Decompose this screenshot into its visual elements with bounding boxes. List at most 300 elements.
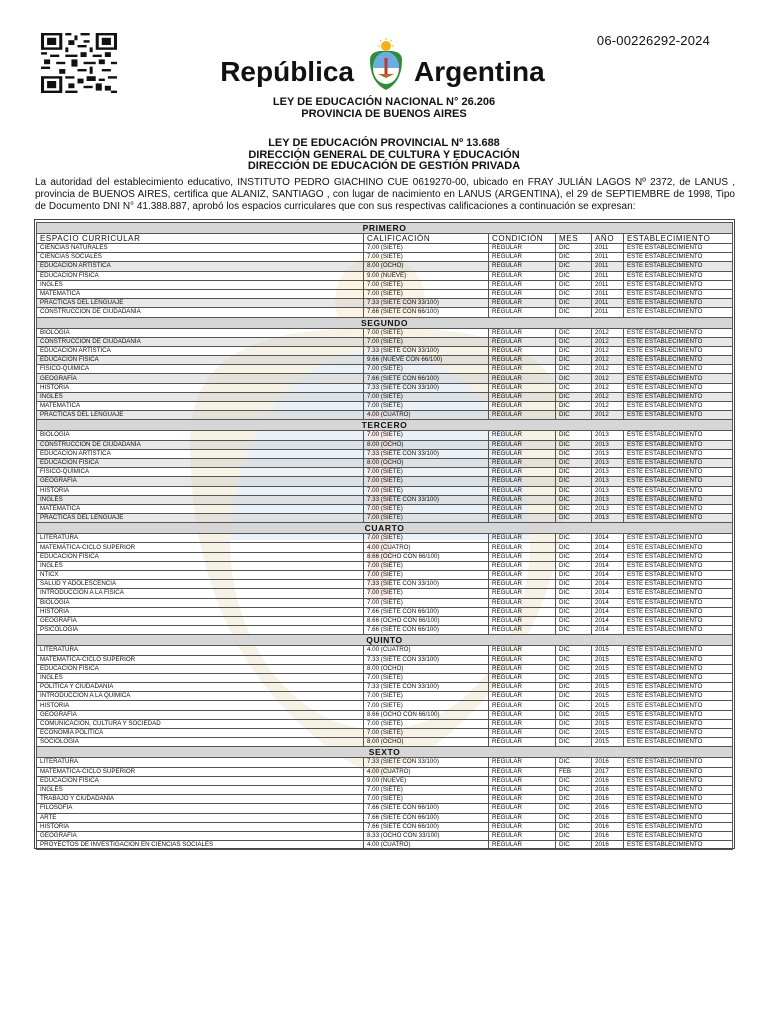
condition-cell: REGULAR [489,831,556,840]
provincia: PROVINCIA DE BUENOS AIRES [301,108,467,120]
institution-cell: ESTE ESTABLECIMIENTO [624,271,733,280]
table-row [37,719,733,728]
month-cell: DIC [556,785,592,794]
institution-cell: ESTE ESTABLECIMIENTO [624,244,733,253]
subject-cell: GEOGRAFÍA [37,710,364,719]
table-row [37,440,733,449]
table-row [37,328,733,337]
subject-cell: INGLÉS [37,561,364,570]
subject-cell: PSICOLOGÍA [37,626,364,635]
grade-cell: 7.00 (SIETE) [364,673,489,682]
table-row [37,729,733,738]
subject-cell: NTICX [37,571,364,580]
condition-cell: REGULAR [489,616,556,625]
condition-cell: REGULAR [489,289,556,298]
condition-cell: REGULAR [489,534,556,543]
institution-cell: ESTE ESTABLECIMIENTO [624,299,733,308]
month-cell: DIC [556,841,592,850]
year-cell: 2011 [592,271,624,280]
month-cell: DIC [556,701,592,710]
table-row [37,468,733,477]
month-cell: DIC [556,308,592,317]
year-cell: 2015 [592,710,624,719]
year-cell: 2015 [592,664,624,673]
table-row [37,449,733,458]
grade-cell: 7.00 (SIETE) [364,692,489,701]
column-header: ESTABLECIMIENTO [624,234,733,244]
grade-cell: 7.00 (SIETE) [364,431,489,440]
table-row [37,767,733,776]
grade-cell: 7.00 (SIETE) [364,719,489,728]
table-row [37,514,733,523]
section-header [37,317,733,328]
condition-cell: REGULAR [489,271,556,280]
grade-cell: 7.00 (SIETE) [364,795,489,804]
year-cell: 2013 [592,486,624,495]
year-cell: 2016 [592,813,624,822]
condition-cell: REGULAR [489,495,556,504]
month-cell: DIC [556,692,592,701]
month-cell: DIC [556,795,592,804]
institution-cell: ESTE ESTABLECIMIENTO [624,356,733,365]
certification-text: La autoridad del establecimiento educativo, INSTITUTO PEDRO GIACHINO CUE 0619270-00, ubicado en FRAY JULIÁN LAGOS Nº 2372, de LANUS , provincia de BUENOS AIRES, certifica que ALANIZ, SANTIAGO , con lugar de nacimiento en LANUS (ARGENTINA), el 29 de SEPTIEMBRE de 1998, Tipo de Documento DNI N° 41.388.887, aprobó los espacios curriculares que con sus respectivas calificaciones a continuación se expresan: [35,177,735,212]
grade-cell: 8.66 (OCHO CON 66/100) [364,552,489,561]
grade-cell: 7.00 (SIETE) [364,244,489,253]
month-cell: DIC [556,365,592,374]
condition-cell: REGULAR [489,374,556,383]
table-row [37,664,733,673]
institution-cell: ESTE ESTABLECIMIENTO [624,813,733,822]
grade-cell: 8.66 (OCHO CON 66/100) [364,616,489,625]
section-title: TERCERO [37,420,733,431]
month-cell: DIC [556,719,592,728]
condition-cell: REGULAR [489,607,556,616]
month-cell: FEB [556,767,592,776]
condition-cell: REGULAR [489,738,556,747]
institution-cell: ESTE ESTABLECIMIENTO [624,683,733,692]
condition-cell: REGULAR [489,692,556,701]
year-cell: 2012 [592,356,624,365]
month-cell: DIC [556,534,592,543]
year-cell: 2015 [592,692,624,701]
institution-cell: ESTE ESTABLECIMIENTO [624,495,733,504]
grade-cell: 7.00 (SIETE) [364,589,489,598]
month-cell: DIC [556,356,592,365]
institution-cell: ESTE ESTABLECIMIENTO [624,289,733,298]
grade-cell: 7.00 (SIETE) [364,561,489,570]
section-header [37,523,733,534]
section-title: CUARTO [37,523,733,534]
institution-cell: ESTE ESTABLECIMIENTO [624,729,733,738]
table-row [37,607,733,616]
condition-cell: REGULAR [489,729,556,738]
month-cell: DIC [556,449,592,458]
subject-cell: FILOSOFÍA [37,804,364,813]
year-cell: 2012 [592,328,624,337]
condition-cell: REGULAR [489,449,556,458]
institution-cell: ESTE ESTABLECIMIENTO [624,701,733,710]
institution-cell: ESTE ESTABLECIMIENTO [624,841,733,850]
subject-cell: INTRODUCCIÓN A LA FÍSICA [37,589,364,598]
subject-cell: BIOLOGÍA [37,328,364,337]
institution-cell: ESTE ESTABLECIMIENTO [624,486,733,495]
subject-cell: HISTORIA [37,383,364,392]
month-cell: DIC [556,561,592,570]
grade-cell: 4.00 (CUATRO) [364,646,489,655]
table-row [37,374,733,383]
subject-cell: BIOLOGÍA [37,598,364,607]
month-cell: DIC [556,673,592,682]
table-row [37,822,733,831]
table-row [37,411,733,420]
month-cell: DIC [556,626,592,635]
institution-cell: ESTE ESTABLECIMIENTO [624,440,733,449]
grade-cell: 7.00 (SIETE) [364,289,489,298]
grade-cell: 8.00 (OCHO) [364,440,489,449]
month-cell: DIC [556,253,592,262]
subject-cell: MATEMÁTICA-CICLO SUPERIOR [37,767,364,776]
month-cell: DIC [556,486,592,495]
year-cell: 2012 [592,402,624,411]
subject-cell: EDUCACIÓN FÍSICA [37,271,364,280]
grade-cell: 7.66 (SIETE CON 66/100) [364,308,489,317]
condition-cell: REGULAR [489,710,556,719]
month-cell: DIC [556,346,592,355]
section-header [37,223,733,234]
institution-cell: ESTE ESTABLECIMIENTO [624,308,733,317]
table-row [37,683,733,692]
section-title: SEXTO [37,747,733,758]
table-row [37,299,733,308]
condition-cell: REGULAR [489,822,556,831]
institution-cell: ESTE ESTABLECIMIENTO [624,738,733,747]
year-cell: 2011 [592,289,624,298]
subject-cell: MATEMÁTICA [37,402,364,411]
subject-cell: PROYECTOS DE INVESTIGACIÓN EN CIENCIAS SOCIALES [37,841,364,850]
grade-cell: 7.33 (SIETE CON 33/100) [364,655,489,664]
institution-cell: ESTE ESTABLECIMIENTO [624,392,733,401]
institution-cell: ESTE ESTABLECIMIENTO [624,616,733,625]
condition-cell: REGULAR [489,813,556,822]
condition-cell: REGULAR [489,356,556,365]
grade-cell: 7.00 (SIETE) [364,571,489,580]
table-row [37,486,733,495]
table-row [37,795,733,804]
grade-cell: 7.00 (SIETE) [364,253,489,262]
year-cell: 2011 [592,253,624,262]
institution-cell: ESTE ESTABLECIMIENTO [624,449,733,458]
table-row [37,458,733,467]
grade-cell: 9.66 (NUEVE CON 66/100) [364,356,489,365]
month-cell: DIC [556,383,592,392]
condition-cell: REGULAR [489,664,556,673]
subject-cell: LITERATURA [37,646,364,655]
condition-cell: REGULAR [489,328,556,337]
institution-cell: ESTE ESTABLECIMIENTO [624,365,733,374]
month-cell: DIC [556,289,592,298]
condition-cell: REGULAR [489,580,556,589]
table-row [37,262,733,271]
institution-cell: ESTE ESTABLECIMIENTO [624,673,733,682]
month-cell: DIC [556,543,592,552]
institution-cell: ESTE ESTABLECIMIENTO [624,534,733,543]
year-cell: 2011 [592,299,624,308]
institution-cell: ESTE ESTABLECIMIENTO [624,402,733,411]
grade-cell: 7.00 (SIETE) [364,328,489,337]
institution-cell: ESTE ESTABLECIMIENTO [624,767,733,776]
subject-cell: CONSTRUCCIÓN DE CIUDADANÍA [37,440,364,449]
condition-cell: REGULAR [489,383,556,392]
year-cell: 2013 [592,468,624,477]
table-row [37,758,733,767]
page-title [0,38,768,94]
year-cell: 2014 [592,571,624,580]
table-row [37,534,733,543]
table-row [37,280,733,289]
year-cell: 2011 [592,280,624,289]
condition-cell: REGULAR [489,253,556,262]
grade-cell: 7.66 (SIETE CON 66/100) [364,813,489,822]
coat-of-arms-icon [366,38,406,92]
condition-cell: REGULAR [489,841,556,850]
subject-cell: HISTORIA [37,701,364,710]
year-cell: 2016 [592,776,624,785]
month-cell: DIC [556,411,592,420]
condition-cell: REGULAR [489,346,556,355]
subject-cell: ARTE [37,813,364,822]
month-cell: DIC [556,458,592,467]
year-cell: 2014 [592,580,624,589]
grade-cell: 7.33 (SIETE CON 33/100) [364,346,489,355]
subject-cell: INGLÉS [37,280,364,289]
condition-cell: REGULAR [489,365,556,374]
year-cell: 2016 [592,822,624,831]
institution-cell: ESTE ESTABLECIMIENTO [624,571,733,580]
condition-cell: REGULAR [489,598,556,607]
table-row [37,776,733,785]
table-row [37,646,733,655]
year-cell: 2013 [592,431,624,440]
grade-cell: 7.33 (SIETE CON 33/100) [364,299,489,308]
institution-cell: ESTE ESTABLECIMIENTO [624,831,733,840]
grade-cell: 8.33 (OCHO CON 33/100) [364,831,489,840]
grade-cell: 7.00 (SIETE) [364,337,489,346]
subject-cell: EDUCACIÓN FÍSICA [37,356,364,365]
table-row [37,701,733,710]
condition-cell: REGULAR [489,719,556,728]
year-cell: 2013 [592,458,624,467]
institution-cell: ESTE ESTABLECIMIENTO [624,468,733,477]
grade-cell: 7.66 (SIETE CON 66/100) [364,626,489,635]
table-row [37,692,733,701]
condition-cell: REGULAR [489,776,556,785]
grade-cell: 7.00 (SIETE) [364,785,489,794]
month-cell: DIC [556,552,592,561]
month-cell: DIC [556,655,592,664]
year-cell: 2014 [592,552,624,561]
month-cell: DIC [556,664,592,673]
year-cell: 2012 [592,346,624,355]
condition-cell: REGULAR [489,280,556,289]
grade-cell: 7.33 (SIETE CON 33/100) [364,495,489,504]
subject-cell: BIOLOGÍA [37,431,364,440]
subject-cell: EDUCACIÓN ARTÍSTICA [37,262,364,271]
institution-cell: ESTE ESTABLECIMIENTO [624,655,733,664]
grade-cell: 8.66 (OCHO CON 66/100) [364,710,489,719]
year-cell: 2015 [592,683,624,692]
institution-cell: ESTE ESTABLECIMIENTO [624,431,733,440]
month-cell: DIC [556,580,592,589]
condition-cell: REGULAR [489,589,556,598]
month-cell: DIC [556,729,592,738]
subject-cell: INGLÉS [37,495,364,504]
table-row [37,738,733,747]
year-cell: 2016 [592,785,624,794]
table-row [37,552,733,561]
year-cell: 2016 [592,804,624,813]
year-cell: 2015 [592,738,624,747]
institution-cell: ESTE ESTABLECIMIENTO [624,822,733,831]
institution-cell: ESTE ESTABLECIMIENTO [624,795,733,804]
grade-cell: 7.33 (SIETE CON 33/100) [364,683,489,692]
table-row [37,813,733,822]
institution-cell: ESTE ESTABLECIMIENTO [624,253,733,262]
institution-cell: ESTE ESTABLECIMIENTO [624,804,733,813]
table-row [37,346,733,355]
year-cell: 2017 [592,767,624,776]
month-cell: DIC [556,468,592,477]
institution-cell: ESTE ESTABLECIMIENTO [624,561,733,570]
subject-cell: EDUCACIÓN FÍSICA [37,664,364,673]
subject-cell: EDUCACIÓN FÍSICA [37,552,364,561]
condition-cell: REGULAR [489,458,556,467]
table-row [37,504,733,513]
month-cell: DIC [556,710,592,719]
grade-cell: 4.00 (CUATRO) [364,767,489,776]
year-cell: 2011 [592,308,624,317]
table-row [37,626,733,635]
condition-cell: REGULAR [489,655,556,664]
grade-cell: 7.00 (SIETE) [364,486,489,495]
condition-cell: REGULAR [489,758,556,767]
table-row [37,402,733,411]
year-cell: 2012 [592,383,624,392]
month-cell: DIC [556,504,592,513]
month-cell: DIC [556,477,592,486]
institution-cell: ESTE ESTABLECIMIENTO [624,262,733,271]
subject-cell: CONSTRUCCIÓN DE CIUDADANÍA [37,308,364,317]
direccion-gestion: DIRECCIÓN DE EDUCACIÓN DE GESTIÓN PRIVADA [247,160,521,172]
institution-cell: ESTE ESTABLECIMIENTO [624,785,733,794]
subject-cell: POLÍTICA Y CIUDADANÍA [37,683,364,692]
subject-cell: GEOGRAFÍA [37,374,364,383]
month-cell: DIC [556,589,592,598]
grade-cell: 7.00 (SIETE) [364,701,489,710]
year-cell: 2013 [592,440,624,449]
grade-cell: 9.00 (NUEVE) [364,271,489,280]
table-row [37,431,733,440]
year-cell: 2014 [592,534,624,543]
month-cell: DIC [556,514,592,523]
month-cell: DIC [556,392,592,401]
subject-cell: LITERATURA [37,534,364,543]
condition-cell: REGULAR [489,701,556,710]
grade-cell: 7.00 (SIETE) [364,514,489,523]
institution-cell: ESTE ESTABLECIMIENTO [624,664,733,673]
ley-nacional: LEY DE EDUCACIÓN NACIONAL N° 26.206 [272,96,496,108]
month-cell: DIC [556,280,592,289]
month-cell: DIC [556,616,592,625]
table-row [37,655,733,664]
grade-cell: 7.33 (SIETE CON 33/100) [364,383,489,392]
condition-cell: REGULAR [489,767,556,776]
year-cell: 2012 [592,365,624,374]
subject-cell: INGLÉS [37,673,364,682]
table-row [37,571,733,580]
condition-cell: REGULAR [489,552,556,561]
condition-cell: REGULAR [489,646,556,655]
institution-cell: ESTE ESTABLECIMIENTO [624,383,733,392]
title-republica: República [220,56,354,87]
year-cell: 2014 [592,561,624,570]
subject-cell: FÍSICO-QUÍMICA [37,468,364,477]
institution-cell: ESTE ESTABLECIMIENTO [624,504,733,513]
condition-cell: REGULAR [489,308,556,317]
table-row [37,831,733,840]
grade-cell: 7.33 (SIETE CON 33/100) [364,758,489,767]
subject-cell: ECONOMÍA POLÍTICA [37,729,364,738]
grade-cell: 7.00 (SIETE) [364,468,489,477]
subject-cell: MATEMÁTICA-CICLO SUPERIOR [37,543,364,552]
institution-cell: ESTE ESTABLECIMIENTO [624,598,733,607]
condition-cell: REGULAR [489,626,556,635]
year-cell: 2013 [592,504,624,513]
section-title: SEGUNDO [37,317,733,328]
year-cell: 2011 [592,244,624,253]
year-cell: 2013 [592,449,624,458]
year-cell: 2011 [592,262,624,271]
condition-cell: REGULAR [489,402,556,411]
grade-cell: 8.00 (OCHO) [364,262,489,271]
grade-cell: 7.00 (SIETE) [364,365,489,374]
subject-cell: GEOGRAFÍA [37,616,364,625]
document-number: 06-00226292-2024 [596,33,710,48]
month-cell: DIC [556,646,592,655]
month-cell: DIC [556,271,592,280]
subject-cell: HISTORIA [37,486,364,495]
month-cell: DIC [556,822,592,831]
grade-cell: 7.00 (SIETE) [364,402,489,411]
institution-cell: ESTE ESTABLECIMIENTO [624,646,733,655]
grade-cell: 7.00 (SIETE) [364,504,489,513]
year-cell: 2015 [592,701,624,710]
direccion-general: DIRECCIÓN GENERAL DE CULTURA Y EDUCACIÓN [248,148,520,161]
institution-cell: ESTE ESTABLECIMIENTO [624,543,733,552]
table-row [37,271,733,280]
table-row [37,365,733,374]
year-cell: 2016 [592,758,624,767]
grade-cell: 7.66 (SIETE CON 66/100) [364,607,489,616]
month-cell: DIC [556,607,592,616]
condition-cell: REGULAR [489,543,556,552]
month-cell: DIC [556,328,592,337]
month-cell: DIC [556,804,592,813]
subject-cell: EDUCACIÓN ARTÍSTICA [37,449,364,458]
subject-cell: EDUCACIÓN FÍSICA [37,458,364,467]
month-cell: DIC [556,262,592,271]
section-title: QUINTO [37,635,733,646]
subject-cell: TRABAJO Y CIUDADANÍA [37,795,364,804]
